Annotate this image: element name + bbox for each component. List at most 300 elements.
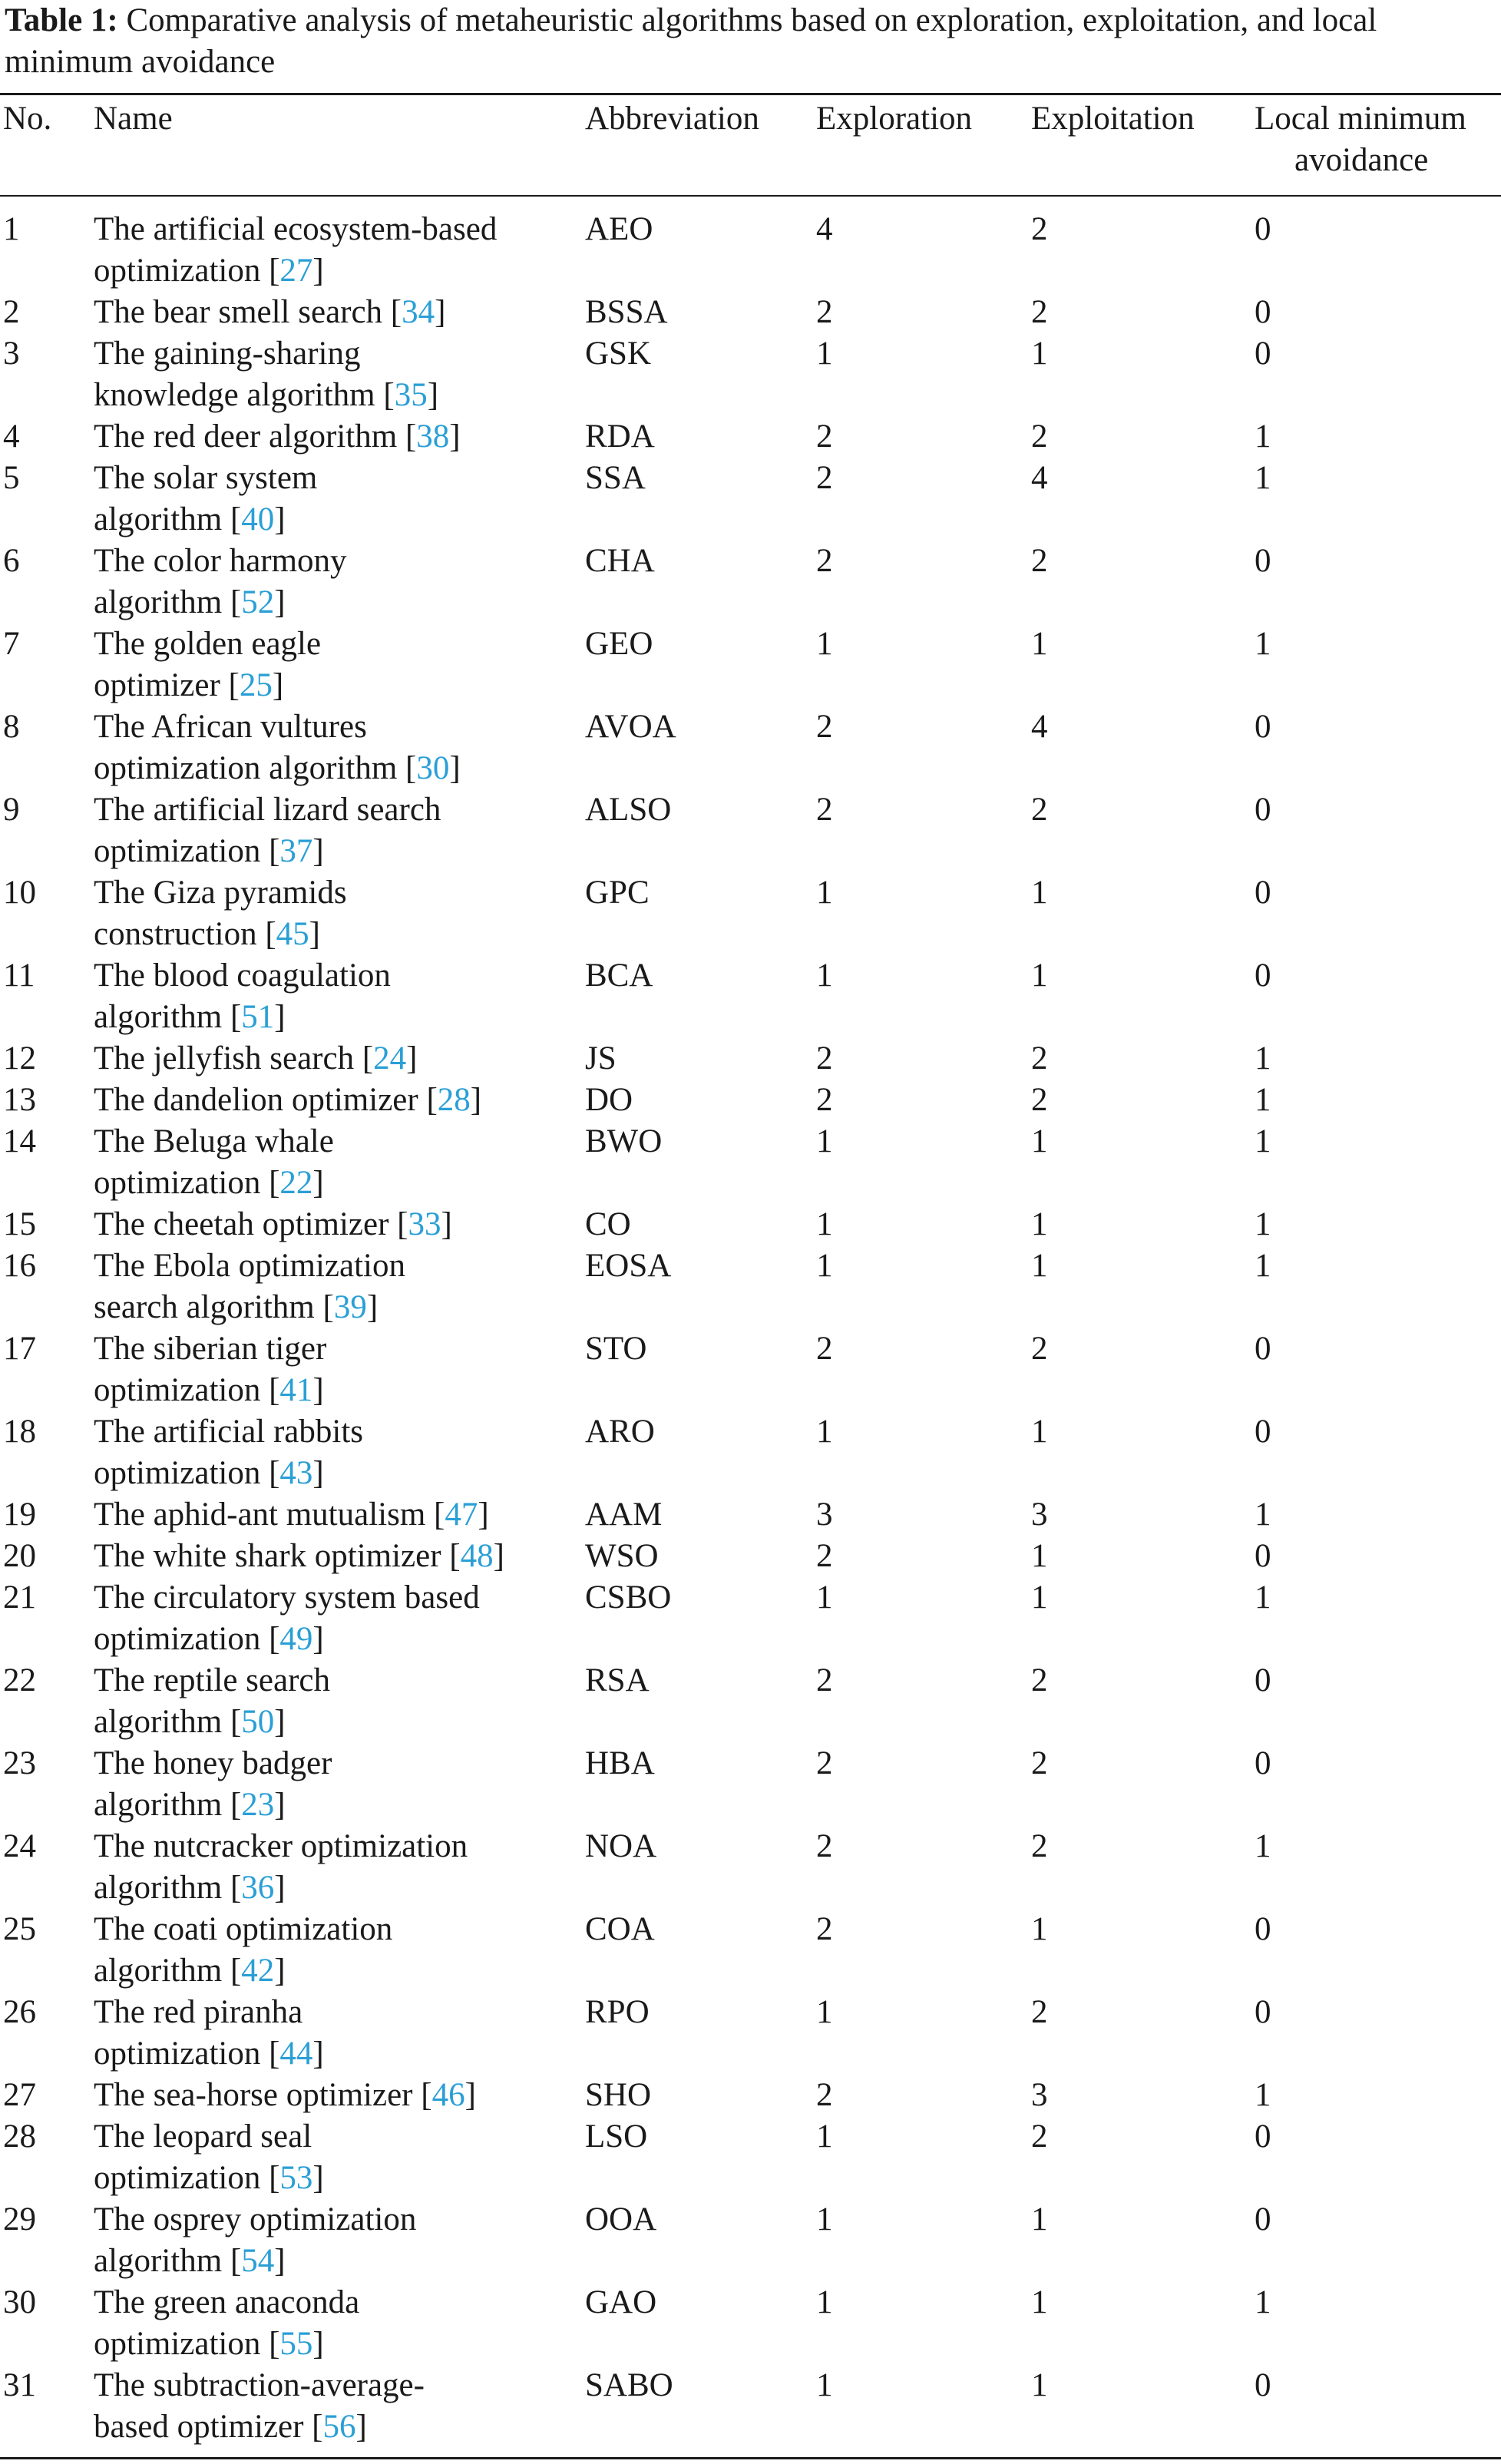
abbreviation: RDA bbox=[585, 418, 655, 455]
row-number: 7 bbox=[3, 626, 20, 662]
algorithm-name-line2: algorithm [ bbox=[94, 1787, 242, 1823]
row-number: 31 bbox=[3, 2367, 36, 2403]
exploration-score: 1 bbox=[816, 626, 833, 662]
citation-link[interactable]: 46 bbox=[431, 2077, 465, 2113]
citation-close-bracket: ] bbox=[274, 584, 286, 620]
row-number: 27 bbox=[3, 2077, 36, 2113]
table-row bbox=[0, 1328, 1501, 1411]
algorithm-name bbox=[94, 2365, 570, 2448]
exploration-score: 3 bbox=[816, 1497, 833, 1533]
exploitation-score: 1 bbox=[1031, 336, 1048, 372]
exploitation-score: 1 bbox=[1031, 1414, 1048, 1450]
algorithm-name bbox=[94, 1660, 570, 1743]
exploitation-score: 2 bbox=[1031, 211, 1048, 247]
abbreviation: SSA bbox=[585, 460, 646, 496]
abbreviation: GPC bbox=[585, 875, 650, 911]
exploration-score: 2 bbox=[816, 2077, 833, 2113]
local-minimum-avoidance-score: 0 bbox=[1255, 336, 1271, 372]
local-minimum-avoidance-score: 0 bbox=[1255, 1331, 1271, 1367]
table-top-rule bbox=[0, 93, 1501, 95]
citation-link[interactable]: 50 bbox=[241, 1704, 275, 1740]
citation-close-bracket: ] bbox=[274, 1704, 286, 1740]
table-row bbox=[0, 1080, 1501, 1121]
algorithm-name-line1: The bear smell search [ bbox=[94, 294, 402, 330]
citation-link[interactable]: 41 bbox=[279, 1372, 313, 1408]
citation-close-bracket: ] bbox=[478, 1497, 489, 1533]
exploitation-score: 2 bbox=[1031, 792, 1048, 828]
header-no: No. bbox=[3, 101, 52, 137]
algorithm-name bbox=[94, 1536, 570, 1577]
citation-link[interactable]: 56 bbox=[322, 2409, 356, 2445]
abbreviation: GEO bbox=[585, 626, 653, 662]
abbreviation: ALSO bbox=[585, 792, 672, 828]
citation-close-bracket: ] bbox=[312, 1621, 324, 1657]
abbreviation: BWO bbox=[585, 1123, 663, 1159]
row-number: 12 bbox=[3, 1040, 36, 1077]
exploration-score: 1 bbox=[816, 1206, 833, 1242]
row-number: 14 bbox=[3, 1123, 36, 1159]
exploitation-score: 4 bbox=[1031, 709, 1048, 745]
abbreviation: RPO bbox=[585, 1994, 650, 2030]
exploitation-score: 1 bbox=[1031, 1579, 1048, 1616]
algorithm-name-line1: The leopard seal bbox=[94, 2118, 312, 2155]
row-number: 25 bbox=[3, 1911, 36, 1947]
exploitation-score: 2 bbox=[1031, 1745, 1048, 1781]
citation-close-bracket: ] bbox=[312, 833, 324, 869]
local-minimum-avoidance-score: 1 bbox=[1255, 1082, 1271, 1118]
abbreviation: OOA bbox=[585, 2201, 657, 2237]
citation-link[interactable]: 43 bbox=[279, 1455, 313, 1491]
algorithm-name-line2: optimization [ bbox=[94, 1165, 280, 1201]
exploration-score: 1 bbox=[816, 1579, 833, 1616]
algorithm-name-line1: The gaining-sharing bbox=[94, 336, 361, 372]
table-row bbox=[0, 623, 1501, 706]
row-number: 19 bbox=[3, 1497, 36, 1533]
algorithm-name bbox=[94, 458, 570, 541]
local-minimum-avoidance-score: 1 bbox=[1255, 1579, 1271, 1616]
exploitation-score: 1 bbox=[1031, 1123, 1048, 1159]
algorithm-name-line1: The osprey optimization bbox=[94, 2201, 417, 2237]
row-number: 24 bbox=[3, 1828, 36, 1864]
table-row bbox=[0, 541, 1501, 623]
table-row bbox=[0, 2282, 1501, 2365]
local-minimum-avoidance-score: 1 bbox=[1255, 1828, 1271, 1864]
row-number: 21 bbox=[3, 1579, 36, 1616]
table-row bbox=[0, 872, 1501, 955]
algorithm-name-line2: knowledge algorithm [ bbox=[94, 377, 395, 413]
local-minimum-avoidance-score: 0 bbox=[1255, 1538, 1271, 1574]
local-minimum-avoidance-score: 0 bbox=[1255, 2367, 1271, 2403]
algorithm-name-line1: The aphid-ant mutualism [ bbox=[94, 1497, 445, 1533]
citation-link[interactable]: 37 bbox=[279, 833, 313, 869]
header-exploitation: Exploitation bbox=[1031, 101, 1195, 137]
local-minimum-avoidance-score: 0 bbox=[1255, 1911, 1271, 1947]
algorithm-name-line1: The reptile search bbox=[94, 1662, 330, 1698]
exploitation-score: 2 bbox=[1031, 1082, 1048, 1118]
table-body bbox=[0, 209, 1501, 2448]
algorithm-name bbox=[94, 955, 570, 1038]
algorithm-name-line1: The cheetah optimizer [ bbox=[94, 1206, 408, 1242]
abbreviation: STO bbox=[585, 1331, 647, 1367]
citation-link[interactable]: 40 bbox=[241, 501, 275, 537]
table-row bbox=[0, 2075, 1501, 2116]
citation-link[interactable]: 48 bbox=[460, 1538, 494, 1574]
row-number: 30 bbox=[3, 2284, 36, 2320]
algorithm-name bbox=[94, 1743, 570, 1826]
algorithm-name-line1: The green anaconda bbox=[94, 2284, 360, 2320]
exploration-score: 1 bbox=[816, 2201, 833, 2237]
citation-link[interactable]: 36 bbox=[241, 1870, 275, 1906]
algorithm-name-line1: The dandelion optimizer [ bbox=[94, 1082, 438, 1118]
citation-close-bracket: ] bbox=[274, 1953, 286, 1989]
algorithm-name bbox=[94, 1909, 570, 1992]
citation-close-bracket: ] bbox=[309, 916, 320, 952]
local-minimum-avoidance-score: 0 bbox=[1255, 792, 1271, 828]
algorithm-name-line1: The honey badger bbox=[94, 1745, 332, 1781]
exploration-score: 2 bbox=[816, 294, 833, 330]
algorithm-name bbox=[94, 1411, 570, 1494]
citation-link[interactable]: 44 bbox=[279, 2036, 313, 2072]
exploration-score: 2 bbox=[816, 1082, 833, 1118]
row-number: 11 bbox=[3, 957, 35, 994]
row-number: 1 bbox=[3, 211, 20, 247]
abbreviation: CSBO bbox=[585, 1579, 672, 1616]
algorithm-name-line2: optimizer [ bbox=[94, 667, 240, 703]
citation-link[interactable]: 47 bbox=[445, 1497, 478, 1533]
row-number: 6 bbox=[3, 543, 20, 579]
algorithm-name-line1: The African vultures bbox=[94, 709, 367, 745]
table-header-row bbox=[0, 98, 1501, 190]
exploration-score: 1 bbox=[816, 875, 833, 911]
exploration-score: 1 bbox=[816, 1248, 833, 1284]
citation-link[interactable]: 54 bbox=[241, 2243, 275, 2279]
table-row bbox=[0, 1660, 1501, 1743]
abbreviation: AEO bbox=[585, 211, 653, 247]
exploitation-score: 2 bbox=[1031, 2118, 1048, 2155]
algorithm-name-line1: The coati optimization bbox=[94, 1911, 393, 1947]
algorithm-name-line1: The nutcracker optimization bbox=[94, 1828, 468, 1864]
exploration-score: 2 bbox=[816, 709, 833, 745]
table-row bbox=[0, 955, 1501, 1038]
table-caption-text: Comparative analysis of metaheuristic algorithms based on exploration, exploitation, and local minimum avoidance bbox=[5, 2, 1377, 80]
citation-link[interactable]: 39 bbox=[333, 1289, 367, 1325]
exploration-score: 1 bbox=[816, 1414, 833, 1450]
abbreviation: NOA bbox=[585, 1828, 657, 1864]
table-row bbox=[0, 1121, 1501, 1204]
abbreviation: JS bbox=[585, 1040, 617, 1077]
exploitation-score: 3 bbox=[1031, 2077, 1048, 2113]
citation-close-bracket: ] bbox=[470, 1082, 482, 1118]
abbreviation: COA bbox=[585, 1911, 655, 1947]
algorithm-name-line1: The Beluga whale bbox=[94, 1123, 334, 1159]
row-number: 18 bbox=[3, 1414, 36, 1450]
algorithm-name-line2: search algorithm [ bbox=[94, 1289, 334, 1325]
table-row bbox=[0, 789, 1501, 872]
table-row bbox=[0, 1536, 1501, 1577]
citation-close-bracket: ] bbox=[366, 1289, 379, 1325]
algorithm-name bbox=[94, 1328, 570, 1411]
algorithm-name-line1: The sea-horse optimizer [ bbox=[94, 2077, 432, 2113]
citation-link[interactable]: 35 bbox=[394, 377, 428, 413]
table-row bbox=[0, 1743, 1501, 1826]
algorithm-name bbox=[94, 1038, 570, 1080]
algorithm-name bbox=[94, 416, 570, 458]
table-row bbox=[0, 2116, 1501, 2199]
table-row bbox=[0, 1245, 1501, 1328]
citation-link[interactable]: 30 bbox=[416, 750, 450, 786]
row-number: 8 bbox=[3, 709, 20, 745]
citation-close-bracket: ] bbox=[312, 1372, 324, 1408]
table-row bbox=[0, 706, 1501, 789]
algorithm-name-line1: The artificial ecosystem-based bbox=[94, 211, 498, 247]
exploitation-score: 3 bbox=[1031, 1497, 1048, 1533]
table-row bbox=[0, 416, 1501, 458]
local-minimum-avoidance-score: 1 bbox=[1255, 1206, 1271, 1242]
citation-close-bracket: ] bbox=[449, 418, 461, 455]
table-row bbox=[0, 292, 1501, 333]
table-row bbox=[0, 333, 1501, 416]
citation-link[interactable]: 49 bbox=[279, 1621, 313, 1657]
citation-link[interactable]: 25 bbox=[239, 667, 273, 703]
local-minimum-avoidance-score: 1 bbox=[1255, 1248, 1271, 1284]
local-minimum-avoidance-score: 0 bbox=[1255, 1414, 1271, 1450]
table-row bbox=[0, 1494, 1501, 1536]
exploitation-score: 2 bbox=[1031, 1662, 1048, 1698]
exploration-score: 2 bbox=[816, 1040, 833, 1077]
exploitation-score: 1 bbox=[1031, 1248, 1048, 1284]
header-local-minimum-avoidance bbox=[1255, 98, 1466, 181]
row-number: 26 bbox=[3, 1994, 36, 2030]
abbreviation: EOSA bbox=[585, 1248, 672, 1284]
citation-close-bracket: ] bbox=[274, 501, 286, 537]
local-minimum-avoidance-score: 1 bbox=[1255, 1497, 1271, 1533]
exploitation-score: 1 bbox=[1031, 1206, 1048, 1242]
algorithm-name-line1: The siberian tiger bbox=[94, 1331, 327, 1367]
exploration-score: 2 bbox=[816, 418, 833, 455]
citation-link[interactable]: 22 bbox=[279, 1165, 313, 1201]
algorithm-name bbox=[94, 2199, 570, 2282]
algorithm-name bbox=[94, 541, 570, 623]
algorithm-name bbox=[94, 706, 570, 789]
abbreviation: CHA bbox=[585, 543, 655, 579]
local-minimum-avoidance-score: 0 bbox=[1255, 294, 1271, 330]
exploitation-score: 2 bbox=[1031, 1040, 1048, 1077]
abbreviation: BCA bbox=[585, 957, 653, 994]
row-number: 15 bbox=[3, 1206, 36, 1242]
algorithm-name-line1: The subtraction-average- bbox=[94, 2367, 425, 2403]
exploration-score: 2 bbox=[816, 460, 833, 496]
citation-link[interactable]: 24 bbox=[373, 1040, 407, 1077]
exploration-score: 1 bbox=[816, 1123, 833, 1159]
citation-close-bracket: ] bbox=[427, 377, 439, 413]
exploitation-score: 2 bbox=[1031, 1994, 1048, 2030]
citation-close-bracket: ] bbox=[312, 2160, 324, 2196]
algorithm-name-line2: algorithm [ bbox=[94, 501, 242, 537]
citation-close-bracket: ] bbox=[274, 1787, 286, 1823]
exploration-score: 2 bbox=[816, 1331, 833, 1367]
citation-link[interactable]: 34 bbox=[402, 294, 435, 330]
exploitation-score: 1 bbox=[1031, 875, 1048, 911]
algorithm-name bbox=[94, 1080, 570, 1121]
citation-link[interactable]: 51 bbox=[241, 999, 275, 1035]
algorithm-name-line1: The Giza pyramids bbox=[94, 875, 347, 911]
algorithm-name-line2: optimization algorithm [ bbox=[94, 750, 417, 786]
header-abbreviation: Abbreviation bbox=[585, 101, 759, 137]
exploitation-score: 1 bbox=[1031, 626, 1048, 662]
exploration-score: 2 bbox=[816, 1745, 833, 1781]
abbreviation: SHO bbox=[585, 2077, 652, 2113]
algorithm-name bbox=[94, 1992, 570, 2075]
local-minimum-avoidance-score: 1 bbox=[1255, 1040, 1271, 1077]
exploration-score: 1 bbox=[816, 336, 833, 372]
algorithm-name-line1: The blood coagulation bbox=[94, 957, 391, 994]
table-row bbox=[0, 1992, 1501, 2075]
exploration-score: 2 bbox=[816, 1828, 833, 1864]
algorithm-name bbox=[94, 1121, 570, 1204]
citation-link[interactable]: 55 bbox=[279, 2326, 313, 2362]
citation-link[interactable]: 45 bbox=[276, 916, 309, 952]
table-header-rule bbox=[0, 195, 1501, 197]
algorithm-name-line1: The solar system bbox=[94, 460, 318, 496]
algorithm-name-line2: optimization [ bbox=[94, 1621, 280, 1657]
exploration-score: 1 bbox=[816, 2367, 833, 2403]
algorithm-name-line1: The color harmony bbox=[94, 543, 347, 579]
local-minimum-avoidance-score: 0 bbox=[1255, 875, 1271, 911]
algorithm-name bbox=[94, 2075, 570, 2116]
algorithm-name bbox=[94, 209, 570, 292]
row-number: 9 bbox=[3, 792, 20, 828]
row-number: 10 bbox=[3, 875, 36, 911]
table-row bbox=[0, 1204, 1501, 1245]
citation-link[interactable]: 42 bbox=[241, 1953, 275, 1989]
algorithm-name-line1: The red piranha bbox=[94, 1994, 303, 2030]
algorithm-name-line2: algorithm [ bbox=[94, 1870, 242, 1906]
algorithm-name-line2: algorithm [ bbox=[94, 2243, 242, 2279]
exploitation-score: 2 bbox=[1031, 418, 1048, 455]
table-caption-label: Table 1: bbox=[5, 2, 118, 38]
row-number: 22 bbox=[3, 1662, 36, 1698]
row-number: 29 bbox=[3, 2201, 36, 2237]
abbreviation: LSO bbox=[585, 2118, 648, 2155]
local-minimum-avoidance-score: 0 bbox=[1255, 2201, 1271, 2237]
header-exploration: Exploration bbox=[816, 101, 973, 137]
exploration-score: 2 bbox=[816, 1538, 833, 1574]
algorithm-name bbox=[94, 1577, 570, 1660]
local-minimum-avoidance-score: 0 bbox=[1255, 211, 1271, 247]
local-minimum-avoidance-score: 0 bbox=[1255, 2118, 1271, 2155]
row-number: 20 bbox=[3, 1538, 36, 1574]
citation-close-bracket: ] bbox=[355, 2409, 367, 2445]
algorithm-name bbox=[94, 789, 570, 872]
citation-close-bracket: ] bbox=[312, 1165, 324, 1201]
algorithm-name-line1: The artificial rabbits bbox=[94, 1414, 364, 1450]
local-minimum-avoidance-score: 1 bbox=[1255, 460, 1271, 496]
local-minimum-avoidance-score: 1 bbox=[1255, 626, 1271, 662]
citation-close-bracket: ] bbox=[274, 999, 286, 1035]
citation-close-bracket: ] bbox=[441, 1206, 452, 1242]
algorithm-name-line2: optimization [ bbox=[94, 253, 280, 289]
local-minimum-avoidance-score: 1 bbox=[1255, 2284, 1271, 2320]
exploitation-score: 2 bbox=[1031, 1828, 1048, 1864]
exploration-score: 2 bbox=[816, 792, 833, 828]
citation-link[interactable]: 27 bbox=[279, 253, 313, 289]
citation-close-bracket: ] bbox=[406, 1040, 418, 1077]
algorithm-name-line2: optimization [ bbox=[94, 1372, 280, 1408]
row-number: 13 bbox=[3, 1082, 36, 1118]
citation-link[interactable]: 38 bbox=[416, 418, 450, 455]
abbreviation: RSA bbox=[585, 1662, 650, 1698]
algorithm-name-line2: optimization [ bbox=[94, 1455, 280, 1491]
exploitation-score: 4 bbox=[1031, 460, 1048, 496]
local-minimum-avoidance-score: 0 bbox=[1255, 957, 1271, 994]
local-minimum-avoidance-score: 1 bbox=[1255, 418, 1271, 455]
exploration-score: 1 bbox=[816, 2118, 833, 2155]
abbreviation: BSSA bbox=[585, 294, 668, 330]
algorithm-name-line1: The white shark optimizer [ bbox=[94, 1538, 461, 1574]
algorithm-name-line2: algorithm [ bbox=[94, 1704, 242, 1740]
abbreviation: ARO bbox=[585, 1414, 655, 1450]
citation-close-bracket: ] bbox=[435, 294, 446, 330]
local-minimum-avoidance-score: 1 bbox=[1255, 2077, 1271, 2113]
table-row bbox=[0, 209, 1501, 292]
citation-close-bracket: ] bbox=[465, 2077, 476, 2113]
algorithm-name-line2: algorithm [ bbox=[94, 1953, 242, 1989]
local-minimum-avoidance-score: 0 bbox=[1255, 1994, 1271, 2030]
algorithm-name-line2: optimization [ bbox=[94, 2036, 280, 2072]
algorithm-name-line2: optimization [ bbox=[94, 833, 280, 869]
algorithm-name-line2: optimization [ bbox=[94, 2326, 280, 2362]
algorithm-name bbox=[94, 1245, 570, 1328]
exploitation-score: 2 bbox=[1031, 294, 1048, 330]
local-minimum-avoidance-score: 0 bbox=[1255, 1662, 1271, 1698]
abbreviation: GSK bbox=[585, 336, 652, 372]
citation-link[interactable]: 52 bbox=[241, 584, 275, 620]
citation-close-bracket: ] bbox=[274, 1870, 286, 1906]
algorithm-name bbox=[94, 2116, 570, 2199]
exploration-score: 2 bbox=[816, 1911, 833, 1947]
exploration-score: 1 bbox=[816, 2284, 833, 2320]
algorithm-name-line1: The artificial lizard search bbox=[94, 792, 441, 828]
table-row bbox=[0, 2199, 1501, 2282]
algorithm-name-line1: The circulatory system based bbox=[94, 1579, 480, 1616]
table-bottom-rule bbox=[0, 2457, 1501, 2459]
algorithm-name bbox=[94, 872, 570, 955]
citation-link[interactable]: 28 bbox=[437, 1082, 471, 1118]
citation-link[interactable]: 23 bbox=[241, 1787, 275, 1823]
abbreviation: AVOA bbox=[585, 709, 676, 745]
algorithm-name-line1: The golden eagle bbox=[94, 626, 322, 662]
citation-close-bracket: ] bbox=[312, 2326, 324, 2362]
table-row bbox=[0, 1909, 1501, 1992]
algorithm-name-line1: The jellyfish search [ bbox=[94, 1040, 374, 1077]
exploration-score: 2 bbox=[816, 1662, 833, 1698]
row-number: 3 bbox=[3, 336, 20, 372]
row-number: 5 bbox=[3, 460, 20, 496]
abbreviation: HBA bbox=[585, 1745, 655, 1781]
citation-link[interactable]: 33 bbox=[408, 1206, 441, 1242]
exploration-score: 1 bbox=[816, 1994, 833, 2030]
table-row bbox=[0, 458, 1501, 541]
abbreviation: AAM bbox=[585, 1497, 663, 1533]
citation-link[interactable]: 53 bbox=[279, 2160, 313, 2196]
algorithm-name bbox=[94, 2282, 570, 2365]
local-minimum-avoidance-score: 0 bbox=[1255, 1745, 1271, 1781]
abbreviation: SABO bbox=[585, 2367, 673, 2403]
exploitation-score: 1 bbox=[1031, 2284, 1048, 2320]
algorithm-name-line2: optimization [ bbox=[94, 2160, 280, 2196]
local-minimum-avoidance-score: 0 bbox=[1255, 709, 1271, 745]
exploration-score: 1 bbox=[816, 957, 833, 994]
